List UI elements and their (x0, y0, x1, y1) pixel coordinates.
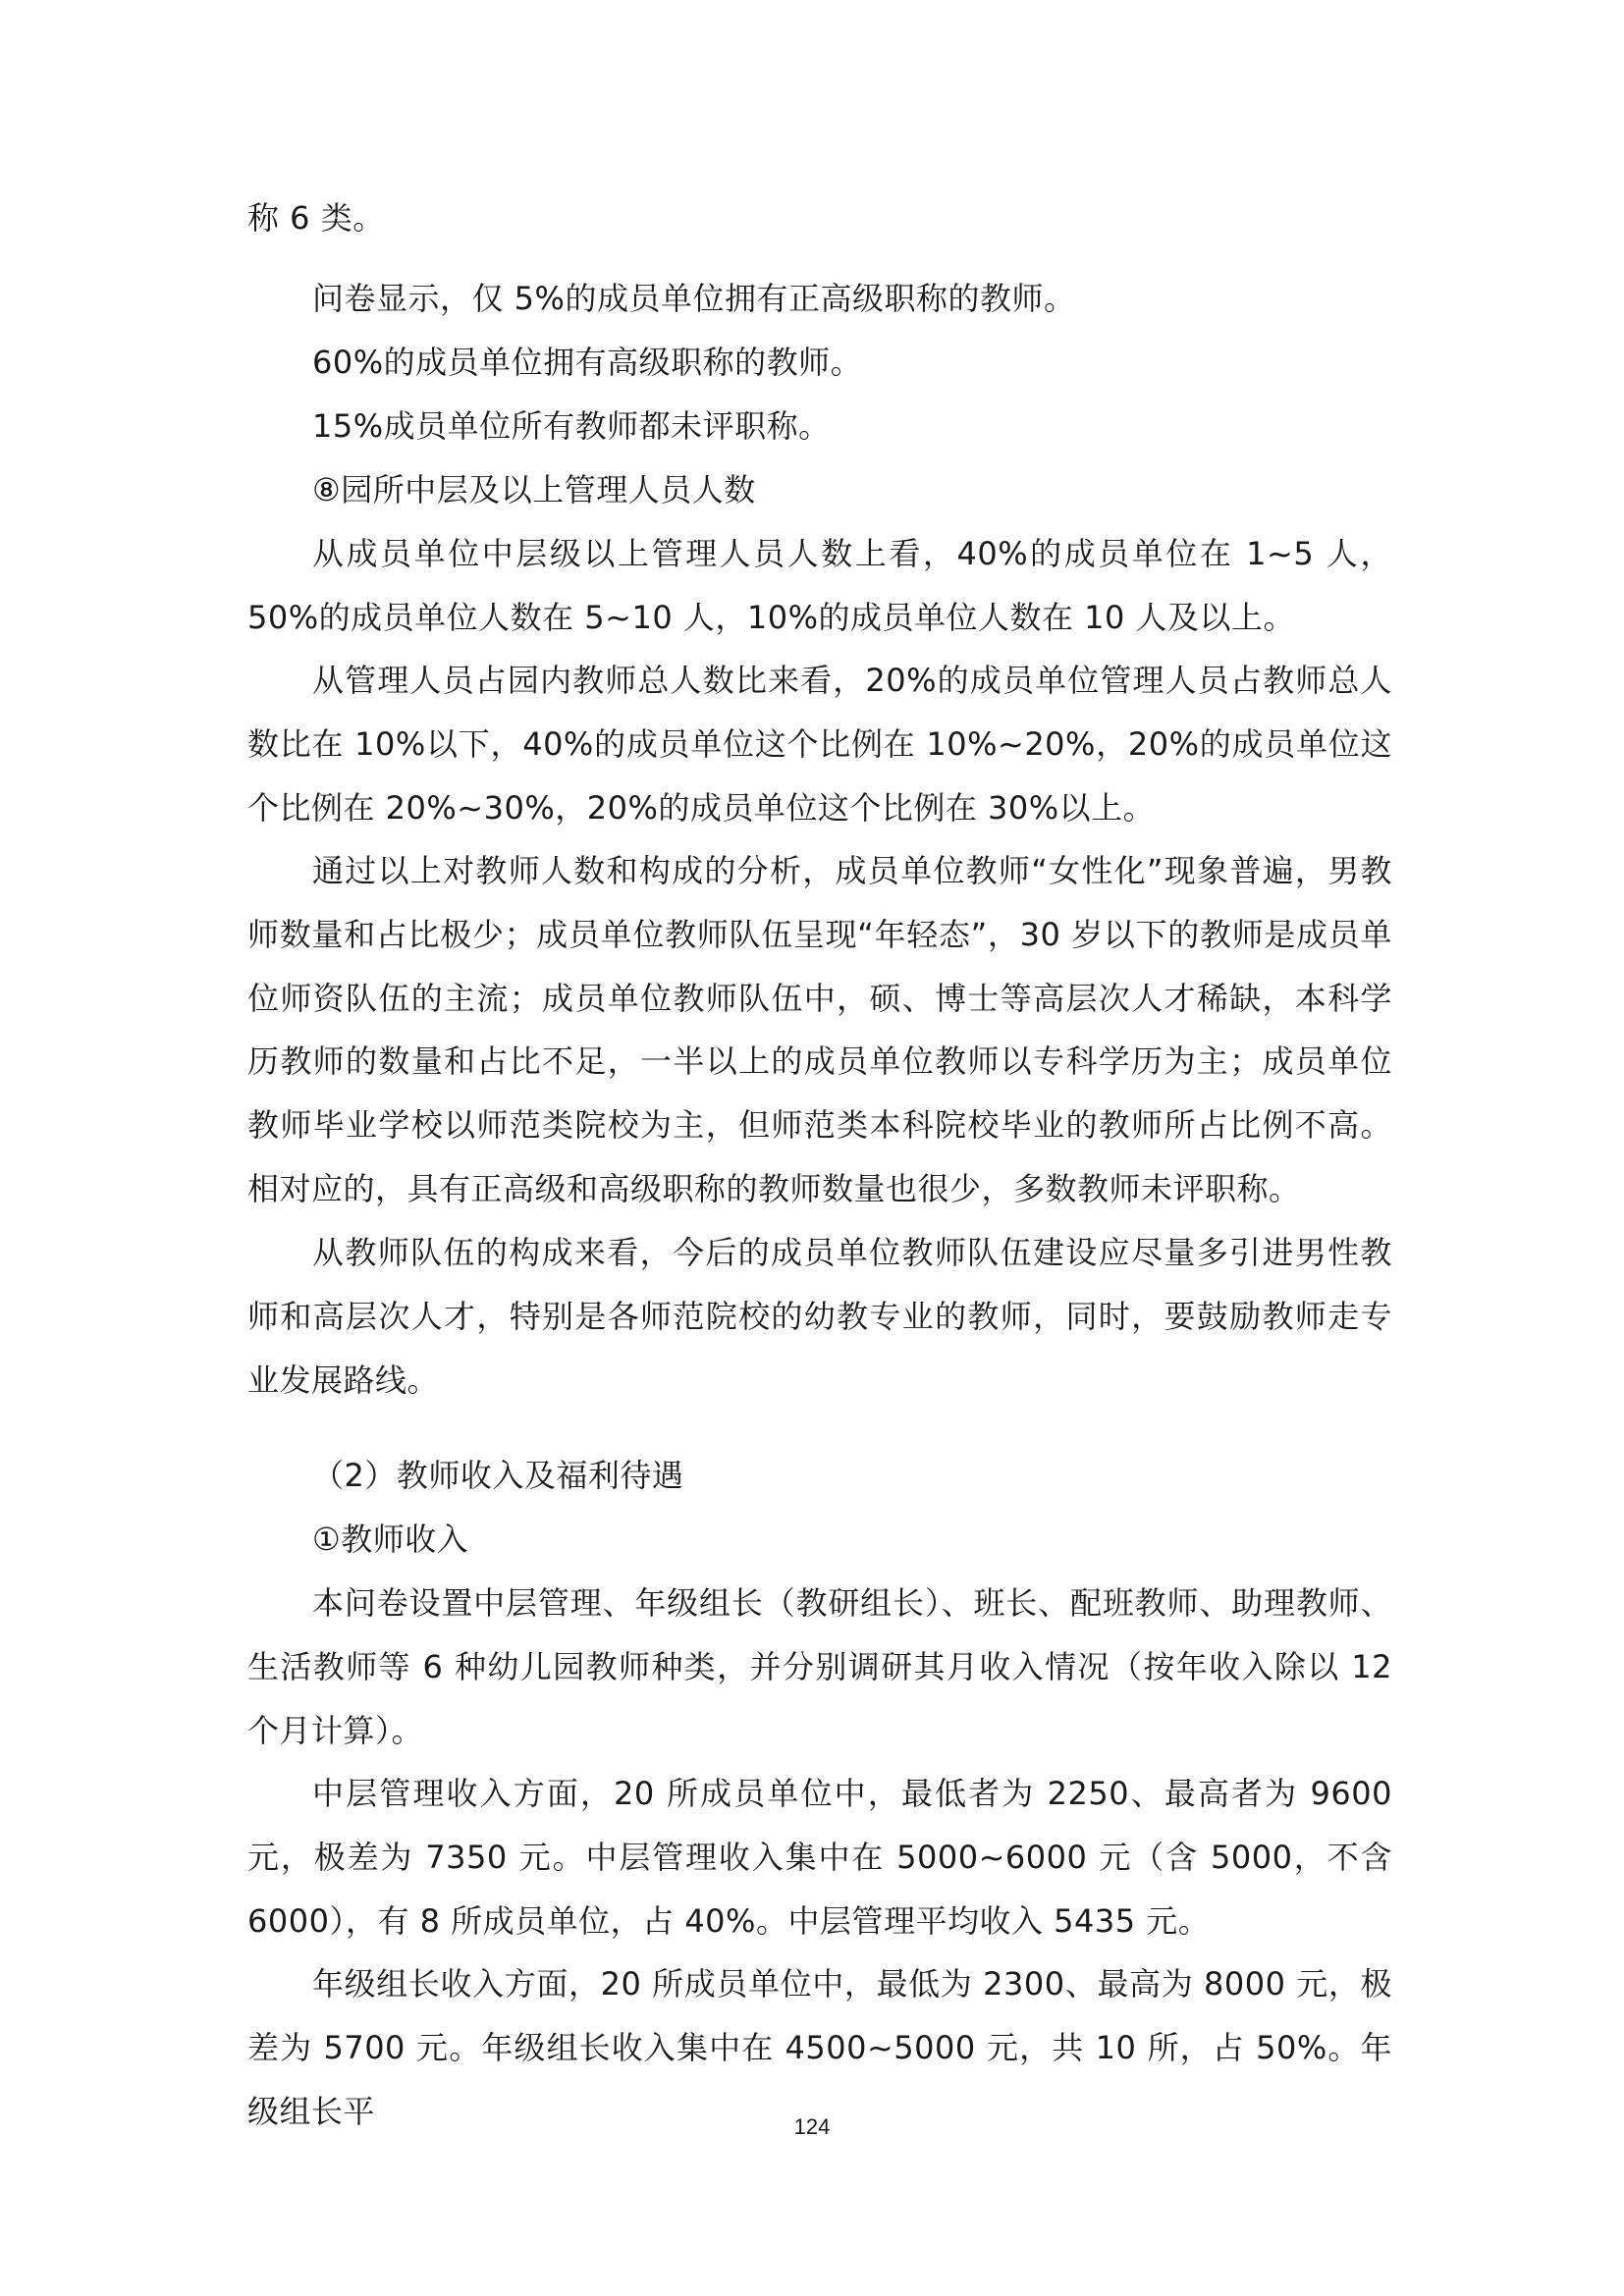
paragraph-survey-senior-title: 问卷显示，仅 5%的成员单位拥有正高级职称的教师。 (312, 280, 1076, 317)
paragraph-management-ratio: 从管理人员占园内教师总人数比来看，20%的成员单位管理人员占教师总人数比在 10%以下，40%的成员单位这个比例在 10%~20%，20%的成员单位这个比例在 20%~30%，20%的成员单位这个比例在 30%以上。 (247, 662, 1392, 827)
paragraph-composition-summary: 通过以上对教师人数和构成的分析，成员单位教师“女性化”现象普遍，男教师数量和占比极少；成员单位教师队伍呈现“年轻态”，30 岁以下的教师是成员单位师资队伍的主流；成员单位教师队伍中，硕、博士等高层次人才稀缺，本科学历教师的数量和占比不足，一半以上的成员单位教师以专科学历为主；成员单位教师毕业学校以师范类院校为主，但师范类本科院校毕业的教师所占比例不高。相对应的，具有正高级和高级职称的教师数量也很少，多数教师未评职称。 (247, 852, 1392, 1207)
section-heading-management-count: ⑧园所中层及以上管理人员人数 (312, 471, 756, 508)
paragraph-continuation: 称 6 类。 (247, 199, 385, 237)
section-heading-income-welfare: （2）教师收入及福利待遇 (312, 1457, 684, 1494)
page-number: 124 (793, 2114, 831, 2139)
paragraph-middle-management-income: 中层管理收入方面，20 所成员单位中，最低者为 2250、最高者为 9600 元，极差为 7350 元。中层管理收入集中在 5000~6000 元（含 5000，不含 6000），有 8 所成员单位，占 40%。中层管理平均收入 5435 元。 (247, 1775, 1392, 1940)
section-heading-teacher-income: ①教师收入 (312, 1521, 469, 1558)
paragraph-management-count: 从成员单位中层级以上管理人员人数上看，40%的成员单位在 1~5 人，50%的成员单位人数在 5~10 人，10%的成员单位人数在 10 人及以上。 (247, 535, 1392, 636)
paragraph-grade-leader-income: 年级组长收入方面，20 所成员单位中，最低为 2300、最高为 8000 元，极差为 5700 元。年级组长收入集中在 4500~5000 元，共 10 所，占 50%。年级组长平 (247, 1965, 1392, 2130)
paragraph-no-title: 15%成员单位所有教师都未评职称。 (312, 407, 831, 445)
paragraph-high-title: 60%的成员单位拥有高级职称的教师。 (312, 344, 863, 381)
paragraph-income-survey-setup: 本问卷设置中层管理、年级组长（教研组长）、班长、配班教师、助理教师、生活教师等 6 种幼儿园教师种类，并分别调研其月收入情况（按年收入除以 12 个月计算）。 (247, 1584, 1392, 1749)
paragraph-recommendation: 从教师队伍的构成来看，今后的成员单位教师队伍建设应尽量多引进男性教师和高层次人才，特别是各师范院校的幼教专业的教师，同时，要鼓励教师走专业发展路线。 (247, 1234, 1392, 1399)
